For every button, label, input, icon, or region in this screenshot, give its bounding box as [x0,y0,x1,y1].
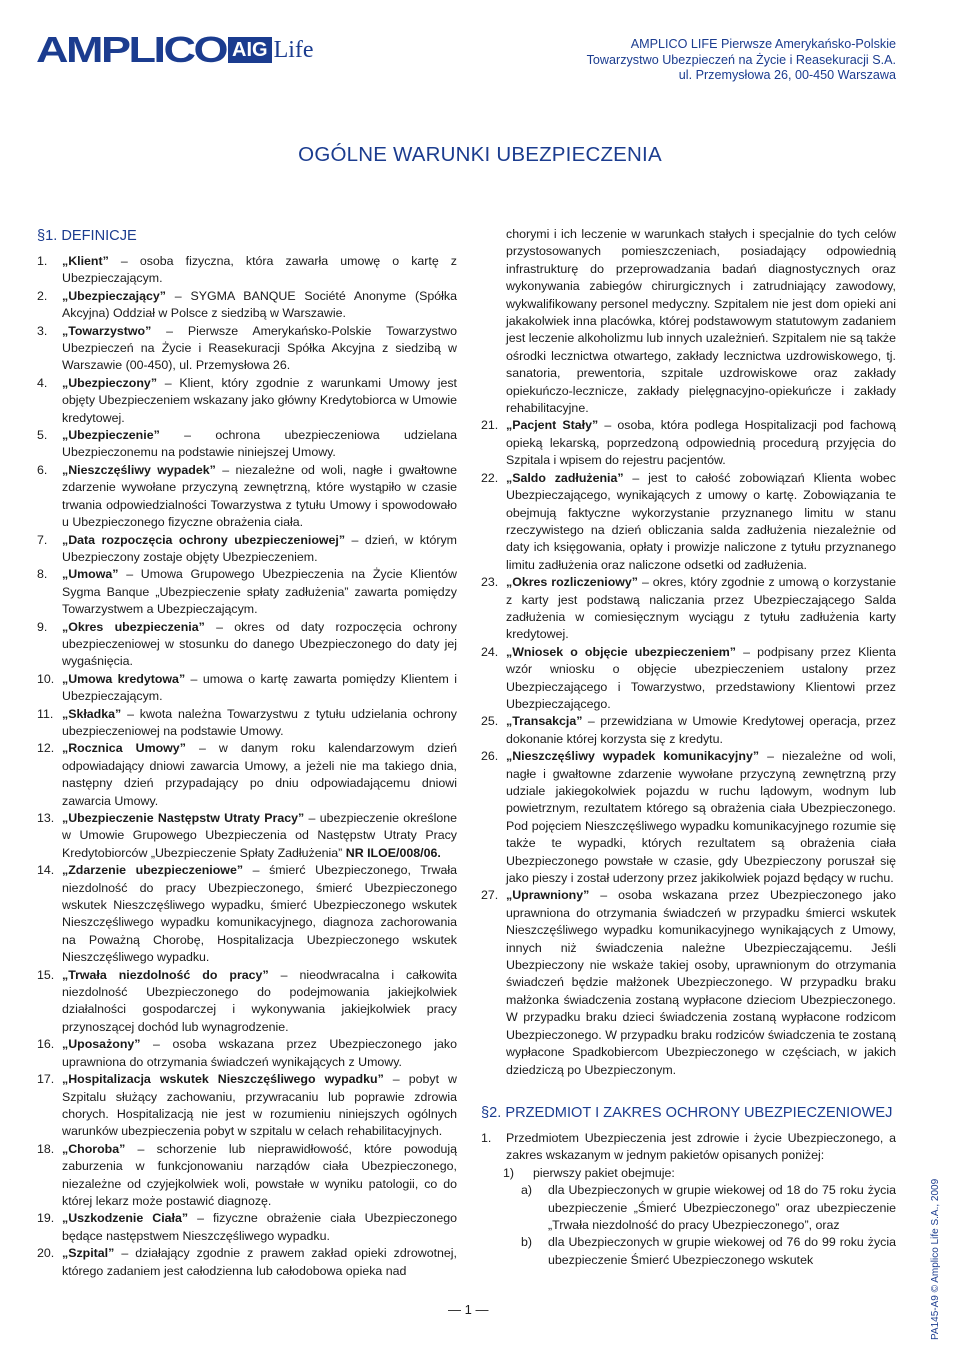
definition-text: – osoba wskazana przez Ubezpieczonego jako uprawniona do otrzymania świadczeń w przypadku śmierci wskutek Nieszczęśliwego wypadku komunikacyjnego wynikających z Umowy, innych niż świadczenia należne Ubezpieczającemu. Jeśli Ubezpieczony nie wskaże takiej osoby, uprawnionym do otrzymania świadczeń będzie małżonek Ubezpieczonego. W przypadku braku małżonka świadczenia zostaną wypłacone dzieciom Ubezpieczonego. W przypadku braku dzieci świadczenia zostaną wypłacone rodzicom Ubezpieczonego. W przypadku braku rodziców świadczenia te zostaną wypłacone Spadkobiercom Ubezpieczonego w częściach, w jakich dziedziczą po Ubezpieczonym. [506,888,896,1077]
definition-item [37,810,457,862]
definition-text: – nieodwracalna i całkowita niezdolność Ubezpieczonego do podejmowania jakiejkolwiek działalności gospodarczej i wykonywania jakiejkolwiek pracy przynoszącej dochód lub wynagrodzenie. [62,967,457,1034]
definition-text: – Umowa Grupowego Ubezpieczenia na Życie Klientów Sygma Banque „Ubezpieczenie spłaty zadłużenia” zawarta pomiędzy Towarzystwem a Ubezpieczającym. [62,567,457,617]
definition-term: „Umowa kredytowa” [62,671,186,686]
definition-text: – fizyczne obrażenie ciała Ubezpieczonego będące następstwem Nieszczęśliwego wypadku. [62,1211,457,1243]
item-number: 16. [37,1037,55,1052]
section2-subitem-a [481,1182,896,1234]
definition-item [37,253,457,288]
definition-reference: NR ILOE/008/06. [345,845,441,860]
definition-item [37,462,457,532]
definition-term: „Ubezpieczony” [62,375,158,390]
item-number: 12. [37,741,55,756]
definition-item [37,323,457,375]
item-number: 26. [481,749,499,764]
definition-term: „Data rozpoczęcia ochrony ubezpieczeniowej” [62,532,346,547]
definition-item [481,417,896,469]
definition-text: – SYGMA BANQUE Société Anonyme (Spółka Akcyjna) Oddział w Polsce z siedzibą w Warszawie. [62,288,457,321]
definition-term: „Uposażony” [62,1037,141,1052]
item-number: a) [521,1183,533,1198]
definition-item [37,706,457,741]
item-number: 11. [37,706,54,721]
definition-text: – niezależne od woli, nagłe i gwałtowne zdarzenie wywołane przyczyną zewnętrzną przy udziale jakiegokolwiek pojazdu w ruchu lądowym, wodnym lub powietrznym, rezultatem którego są obrażenia ciała Ubezpieczonego. Pod pojęciem Nieszczęśliwego wypadku komunikacyjnego rozumie się także te wypadki, których rezultatem są obrażenia ciała Ubezpieczonego powstałe w czasie, gdy Ubezpieczony poruszał się jako pieszy i został uderzony przez jakikolwiek pojazd będący w ruchu. [506,749,896,886]
definition-term: „Szpital” [62,1246,115,1261]
definition-item [37,862,457,966]
definitions-list-left [37,253,457,1280]
item-number: 14. [37,863,55,878]
definition-item [37,288,457,323]
item-number: 24. [481,644,499,659]
definition-item [37,1245,457,1280]
section2-subitem-1 [481,1165,896,1182]
page-number: — 1 — [448,1302,489,1317]
definition-term: „Zdarzenie ubezpieczeniowe” [62,863,244,878]
definition-term: „Umowa” [62,567,119,582]
item-number: 3. [37,323,48,338]
section2-subitem-b [481,1234,896,1269]
item-text: dla Ubezpieczonych w grupie wiekowej od 76 do 99 roku życia ubezpieczenie Śmierć Ubezpieczonego wskutek [548,1235,896,1267]
definition-text: – ubezpieczenie określone w Umowie Grupowego Ubezpieczenia od Następstw Utraty Pracy Kredytobiorców „Ubezpieczenie Spłaty Zadłużenia” [62,811,457,860]
item-number: 22. [481,470,499,485]
definition-text: – jest to całość zobowiązań Klienta wobec Ubezpieczającego, wynikających z umowy o kartę. Zobowiązania te obejmują faktyczne wykorzystanie przyznanego limitu w stanu rzeczywistego na dzień obliczania salda zadłużenia niezależnie od daty ich księgowania, opłaty i prowizje naliczone z tytułu przyznanego limitu zadłużenia oraz naliczone odsetki od zadłużenia. [506,470,896,572]
definition-term: „Rocznica Umowy” [62,741,186,756]
item-number: 27. [481,888,499,903]
definition-item [37,532,457,567]
definition-text: – schorzenie lub nieprawidłowość, które powodują zaburzenia w funkcjonowaniu narządów ciała Ubezpieczonego, niezależne od czyjejkolwiek woli, powstałe w wyniku patologii, co do której lekarz może postawić diagnozę. [62,1141,457,1208]
item-number: 5. [37,428,48,443]
item-text: pierwszy pakiet obejmuje: [533,1165,675,1180]
item-number: b) [521,1235,533,1250]
definition-term: „Towarzystwo” [62,323,152,338]
definition-text: – dzień, w którym Ubezpieczony zostaje objęty Ubezpieczeniem. [62,532,457,564]
definition-term: „Choroba” [62,1141,126,1156]
definition-item [37,967,457,1037]
definition-text: – podpisany przez Klienta wzór wniosku o objęcie ubezpieczeniem ustalony przez Ubezpieczającego i Towarzystwo, przedstawiony Klientowi przez Ubezpieczającego. [506,644,896,711]
logo-life: Life [273,36,314,63]
definition-item [37,1210,457,1245]
item-number: 25. [481,714,499,729]
definition-text: – osoba wskazana przez Ubezpieczonego jako uprawniona do otrzymania świadczeń wynikających z Umowy. [62,1037,457,1069]
definition-term: „Ubezpieczenie” [62,428,160,443]
definition-text: – niezależne od woli, nagłe i gwałtowne zdarzenie wywołane przyczyną zewnętrzną, które wystąpiło w czasie trwania odpowiedzialności Towarzystwa z tytułu Umowy i spowodowało u Ubezpieczonego fizyczne obrażenia ciała. [62,462,457,530]
section2-heading: §2. PRZEDMIOT I ZAKRES OCHRONY UBEZPIECZENIOWEJ [481,1104,893,1121]
definition-text: – śmierć Ubezpieczonego, Trwała niezdolność do pracy Ubezpieczonego, śmierć Ubezpieczonego wskutek Nieszczęśliwego wypadku, śmierć Ubezpieczonego wskutek Nieszczęśliwego wypadku komunikacyjnego, diagnoza zachorowania na Poważną Chorobę, Hospitalizacja Ubezpieczonego wskutek Nieszczęśliwego wypadku. [62,863,457,965]
definition-term: „Pacjent Stały” [506,418,599,433]
definition-text: – Pierwsze Amerykańsko-Polskie Towarzystwo Ubezpieczeń na Życie i Reasekuracji Spółka Akcyjna z siedzibą w Warszawie (00-450), ul. Przemysłowa 26. [62,323,457,373]
section1-heading: §1. DEFINICJE [37,228,137,244]
item-number: 6. [37,462,48,477]
definition-item [481,574,896,644]
item-number: 4. [37,375,48,390]
item-number: 13. [37,811,55,825]
item-number: 7. [37,532,48,547]
company-address [587,37,896,84]
item-number: 20. [37,1246,55,1261]
definition-item [37,566,457,618]
definition-20-continuation: chorymi i ich leczenie w warunkach stałych i specjalnie do tych celów przystosowanych pomieszczeniach, posiadający odpowiednią infrastrukturę do przeprowadzania badań diagnostycznych oraz wykonywania zabiegów chirurgicznych i zatrudniający zawodowy, wykwalifikowany personel medyczny. Szpitalem nie jest dom opieki ani jakakolwiek inna placówka, której podstawowym statutowym zadaniem jest leczenie alkoholizmu lub innych uzależnień. Szpitalem nie są także ośrodki lecznictwa otwartego, zakłady lecznictwa uzdrowiskowego, tj. sanatoria, prewentoria, szpitale uzdrowiskowe oraz zakłady opiekuńczo-lecznicze, zakłady pielęgnacyjno-opiekuńcze i zakłady rehabilitacyjne. [506,227,896,416]
logo-amplico: AMPLICO [36,29,226,70]
definition-text: – okres, który zgodnie z umową o korzystanie z karty jest podstawą naliczania przez Ubezpieczającego Salda zadłużenia w comiesięcznym wyciągu z tytułu zadłużenia karty kredytowej. [506,575,896,642]
definition-item [37,375,457,427]
definition-term: „Nieszczęśliwy wypadek komunikacyjny” [506,749,760,764]
logo-aig: AIG [228,37,272,63]
definition-term: „Wniosek o objęcie ubezpieczeniem” [506,644,736,659]
definition-text: – umowa o kartę zawarta pomiędzy Klientem i Ubezpieczającym. [62,671,458,704]
definition-text: – osoba fizyczna, która zawarła umowę o kartę z Ubezpieczającym. [62,254,457,286]
item-number: 8. [37,567,48,582]
document-code: PA145-A9 © Amplico Life S.A., 2009 [930,1178,941,1340]
definition-item [481,887,896,1078]
definition-item [37,671,457,706]
item-number: 19. [37,1211,55,1226]
definition-item [481,748,896,887]
item-number: 10. [37,671,55,686]
item-number: 21. [481,418,499,433]
definition-term: „Uszkodzenie Ciała” [62,1211,189,1226]
definition-term: „Trwała niezdolność do pracy” [62,967,269,982]
item-number: 1) [503,1165,515,1180]
definition-item [481,713,896,748]
definition-term: „Okres rozliczeniowy” [506,575,639,590]
company-address-line: ul. Przemysłowa 26, 00-450 Warszawa [678,68,896,83]
definition-item [37,619,457,671]
item-number: 1. [481,1130,492,1145]
definition-term: „Ubezpieczający” [62,288,166,303]
definition-term: „Transakcja” [506,714,583,729]
definition-item [481,644,896,714]
definition-text: – w danym roku kalendarzowym dzień odpowiadający dniowi zawarcia Umowy, a jeżeli nie ma takiego dnia, następny dzień przypadający po dniu odpowiadającemu dniowi zawarcia Umowy. [62,741,457,808]
item-number: 2. [37,288,48,303]
definition-item [37,740,457,810]
definition-text: – działający zgodnie z prawem zakład opieki zdrowotnej, którego zadaniem jest całodzienna lub całodobowa opieka nad [62,1246,457,1278]
definitions-list-right [481,417,896,1078]
item-number: 1. [37,254,48,268]
item-number: 15. [37,967,55,982]
definition-text: – okres od daty rozpoczęcia ochrony ubezpieczeniowej w stosunku do danego Ubezpieczonego do daty jej wygaśnięcia. [62,619,457,669]
definition-term: „Składka” [62,706,122,721]
item-number: 18. [37,1141,55,1156]
company-logo [36,30,314,70]
definition-text: – kwota należna Towarzystwu z tytułu udzielania ochrony ubezpieczeniowej na podstawie Umowy. [62,706,457,738]
definition-term: „Hospitalizacja wskutek Nieszczęśliwego wypadku” [62,1072,384,1087]
definition-term: „Klient” [62,254,109,268]
left-column [37,226,457,1280]
section2-item-1 [481,1130,896,1165]
definition-text: – Klient, który zgodnie z warunkami Umowy jest objęty Ubezpieczeniem wskazany jako główny Kredytobiorca w Umowie kredytowej. [62,375,457,425]
item-number: 17. [37,1072,55,1087]
definition-item [481,470,896,574]
definition-term: „Saldo zadłużenia” [506,470,624,485]
definition-term: „Ubezpieczenie Następstw Utraty Pracy” [62,811,305,825]
item-text: Przedmiotem Ubezpieczenia jest zdrowie i życie Ubezpieczonego, a zakres wskazanym w jednym pakietów opisanych poniżej: [506,1130,896,1163]
definition-item [37,1071,457,1141]
company-name-line1: AMPLICO LIFE Pierwsze Amerykańsko-Polskie [630,37,896,51]
item-number: 23. [481,575,499,590]
definition-term: „Nieszczęśliwy wypadek” [62,462,216,477]
definition-item [37,1036,457,1071]
definition-text: – ochrona ubezpieczeniowa udzielana Ubezpieczonemu na podstawie niniejszej Umowy. [62,428,457,460]
definition-text: – pobyt w Szpitalu służący zachowaniu, przywracaniu lub poprawie zdrowia chorych. Hospitalizacją nie jest w rozumieniu niniejszych ogólnych warunków ubezpieczenia pobyt w szpitalu w celach rehabilitacyjnych. [62,1072,457,1139]
item-text: dla Ubezpieczonych w grupie wiekowej od 18 do 75 roku życia ubezpieczenie „Śmierć Ubezpieczonego” oraz ubezpieczenie „Trwała niezdolność do pracy Ubezpieczonego”, oraz [548,1183,896,1232]
item-number: 9. [37,619,48,634]
company-name-line2: Towarzystwo Ubezpieczeń na Życie i Reasekuracji S.A. [586,52,896,67]
definition-term: „Uprawniony” [506,888,590,903]
definition-text: – osoba, która podlega Hospitalizacji pod fachową opieką lekarską, poprzedzoną odpowiednią procedurą przyjęcia do Szpitala i wpisem do rejestru pacjentów. [506,418,896,468]
definition-text: – przewidziana w Umowie Kredytowej operacja, przez dokonanie której korzysta się z kredytu. [506,714,896,746]
definition-item [37,1141,457,1211]
definition-term: „Okres ubezpieczenia” [62,619,205,634]
definition-item [37,427,457,462]
right-column [481,226,896,1269]
document-title: OGÓLNE WARUNKI UBEZPIECZENIA [298,143,662,166]
